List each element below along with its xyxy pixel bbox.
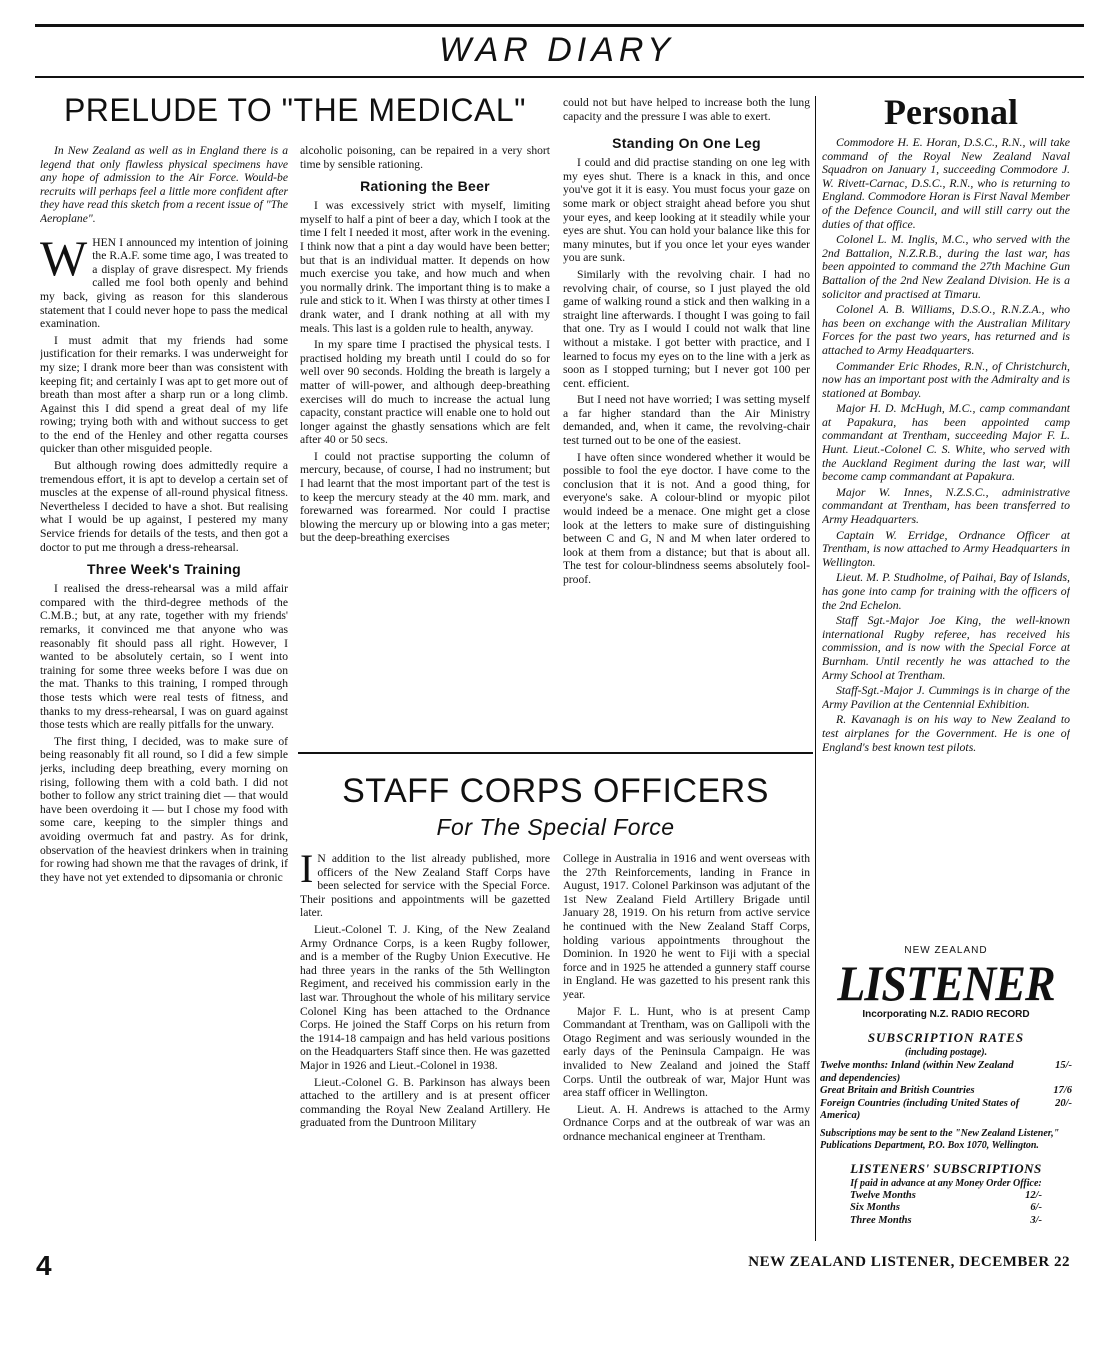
footer-publication: NEW ZEALAND LISTENER, DECEMBER 22	[748, 1254, 1070, 1270]
rate-row: Great Britain and British Countries 17/6	[820, 1085, 1072, 1096]
prelude-column-1	[40, 144, 288, 1234]
personal-item: Captain W. Erridge, Ordnance Officer at Trentham, is now attached to Army Headquarters in Wellington.	[822, 527, 1070, 569]
prelude-paragraph: But I need not have worried; I was setting myself a far higher standard than the Air Ministry demanded, and, when it came, the revolving-chair test turned out to be one of the easiest.	[563, 393, 810, 448]
staff-paragraph: College in Australia in 1916 and went overseas with the 27th Reinforcements, landing in France in August, 1917. Colonel Parkinson was adjutant of the 1st New Zealand Field Artillery Brigade until January 28, 1919. On his return from active service he continued with the New Zealand Staff Corps, holding various appointments throughout the Dominion. In 1920 he went to Fiji with a special force and in 1925 he attended a gunnery staff course in England. He was gazetted to his present rank this year.	[563, 852, 810, 1001]
prelude-paragraph: In my spare time I practised the physical tests. I practised holding my breath until I could do so for well over 90 seconds. Holding the breath is largely a matter of will-power, and although deep-breathing exercises will do much to increase the actual lung capacity, constant practice will enable one to hold out longer against the ghastly sensations which are felt after 40 or 50 secs.	[300, 338, 550, 447]
listeners-subscriptions-title: LISTENERS' SUBSCRIPTIONS	[850, 1160, 1042, 1176]
staff-paragraph: Lieut.-Colonel T. J. King, of the New Zealand Army Ordnance Corps, is a keen Rugby follower, and is a member of the Rugby Union Executive. He had three years in the ranks of the 5th Wellington Regiment, and received his commission early in the last war. Throughout the whole of his military service Colonel King has been attached to the Ordnance Corps. He joined the Staff Corps on his return from the 1914-18 campaign and has held various positions on the Headquarters Staff since then. He was gazetted Major in 1926 and Lieut.-Colonel in 1938.	[300, 922, 550, 1072]
personal-item: Colonel L. M. Inglis, M.C., who served with the 2nd Battalion, N.Z.R.B., during the last war, has been appointed to command the 27th Machine Gun Battalion of the 2nd New Zealand Division. He is a solicitor and practised at Timaru.	[822, 232, 1070, 301]
prelude-paragraph: I must admit that my friends had some justification for their remarks. I was underweight for my size; I drank more beer than was consistent with keeping fit; and certainly I was apt to get more out of breath than most after a sharp run or a long climb. Against this I did spend a great deal of my life rowing; trying both with and without success to get to the end of the Henley and other regatta courses quicker than other misguided people.	[40, 333, 288, 456]
listeners-note: If paid in advance at any Money Order Office:	[850, 1177, 1042, 1189]
staff-column-2	[563, 852, 810, 1242]
subheading: Standing On One Leg	[612, 135, 761, 152]
top-rule	[35, 24, 1084, 27]
listener-tagline: Incorporating N.Z. RADIO RECORD	[862, 1009, 1030, 1020]
prelude-paragraph: could not but have helped to increase both the lung capacity and the pressure I was able to exert.	[563, 96, 810, 123]
rates-title: SUBSCRIPTION RATES	[867, 1030, 1025, 1045]
staff-paragraph: Lieut. A. H. Andrews is attached to the Army Ordnance Corps and at the outbreak of war was an ordnance mechanical engineer at Trentham.	[563, 1102, 810, 1143]
rate-row: Twelve Months 12/-	[850, 1189, 1042, 1201]
staff-paragraph: Major F. L. Hunt, who is at present Camp Commandant at Trentham, was on Gallipoli with the Otago Regiment and was seriously wounded in the early days of the Peninsula Campaign. He was invalided to New Zealand and joined the Staff Corps. Until the outbreak of war, Major Hunt was area staff officer in Wellington.	[563, 1004, 810, 1100]
personal-column	[822, 136, 1070, 926]
personal-item: R. Kavanagh is on his way to New Zealand to test airplanes for the Government. He is one of England's best known test pilots.	[822, 712, 1070, 754]
prelude-paragraph: I realised the dress-rehearsal was a mild affair compared with the third-degree methods of the C.M.B.; but, at any rate, together with my friends' remarks, it convinced me that anyone who was reasonably fit should pass all right. However, I wanted to be absolutely certain, so I went into training for some three weeks before I was due on the mat. Thanks to this training, I romped through those tests which were real tests of fitness, and thanks to my dress-rehearsal, I was on guard against those tests which are really pitfalls for the unwary.	[40, 582, 288, 732]
prelude-paragraph: But although rowing does admittedly require a tremendous effort, it is apt to develop a certain set of muscles at the expense of all-round physical fitness. Nevertheless I decided to have a shot. But realising what I would be up against, I pestered my many Service friends for details of the tests, and then got a doctor to put me through a dress-rehearsal.	[40, 459, 288, 554]
prelude-paragraph: I have often since wondered whether it would be possible to fool the eye doctor. I have come to the conclusion that it is not. And a good thing, for everyone's sake. A colour-blind or myopic pilot would indeed be a menace. One might get a close look at the letters to make sure of distinguishing between C and G, N and M when later ordered to look at them from a distance; but that is about all. The test for colour-blindness seems absolutely fool-proof.	[563, 450, 810, 586]
rate-row: Three Months 3/-	[850, 1214, 1042, 1226]
personal-item: Staff Sgt.-Major Joe King, the well-known international Rugby referee, has received his commission, and is now with the Special Force at Burnham. Until recently he was attached to the Army School at Trentham.	[822, 613, 1070, 682]
rate-row: Twelve months: Inland (within New Zealand and dependencies) 15/-	[820, 1060, 1072, 1084]
prelude-paragraph: Similarly with the revolving chair. I had no revolving chair, of course, so I just played the old game of walking round a stick and then walking in a straight line afterwards. I thought I was going to fail that one. Try as I would I could not walk that line without a mistake. I got better with practice, and I learned to focus my eyes on to the line with a jerk as soon as I stopped turning; but I never got 100 per cent. efficient.	[563, 267, 810, 390]
staff-headline: STAFF CORPS OFFICERS	[342, 772, 769, 810]
prelude-paragraph: I could and did practise standing on one leg with my eyes shut. There is a knack in this, and once you've got it it is easy. You must focus your gaze on some mark or object straight ahead before you shut your eyes, and keep looking at it steadily while your eyes are shut. You can hold your balance like this for many minutes, but if you once let your eyes wander you are sunk.	[563, 156, 810, 265]
personal-item: Commander Eric Rhodes, R.N., of Christchurch, now has an important post with the Admiralty and is stationed at Bombay.	[822, 358, 1070, 400]
personal-item: Staff-Sgt.-Major J. Cummings is in charge of the Army Pavilion at the Centennial Exhibition.	[822, 683, 1070, 711]
prelude-column-2	[300, 144, 550, 744]
section-title: WAR DIARY	[439, 31, 675, 69]
subscription-note: Subscriptions may be sent to the "New Zealand Listener," Publications Department, P.O. Box 1070, Wellington.	[820, 1127, 1060, 1151]
subheading: Rationing the Beer	[360, 178, 490, 195]
rate-row: Six Months 6/-	[850, 1202, 1042, 1213]
staff-paragraph: Lieut.-Colonel G. B. Parkinson has always been attached to the artillery and is at present officer commanding the Royal New Zealand Artillery. He graduated from the Duntroon Military	[300, 1075, 550, 1130]
listener-subscription-box	[820, 944, 1072, 1234]
personal-item: Major W. Innes, N.Z.S.C., administrative commandant at Trentham, has been transferred to Army Headquarters.	[822, 484, 1070, 527]
staff-column-1	[300, 852, 550, 1242]
personal-item: Major H. D. McHugh, M.C., camp commandant at Papakura, has been appointed camp commandant at Trentham, succeeding Major F. L. Hunt. Lieut.-Colonel C. S. White, who served with the Auckland Regiment during the last war, will become camp commandant at Papakura.	[822, 401, 1070, 484]
prelude-paragraph: WHEN I announced my intention of joining the R.A.F. some time ago, I was treated to a display of grave disrespect. My friends called me fool both openly and behind my back, giving as reason for this slanderous statement that I could never hope to pass the medical examination.	[40, 229, 288, 331]
staff-subheadline: For The Special Force	[436, 814, 675, 840]
prelude-paragraph: I could not practise supporting the column of mercury, because, of course, I had no instrument; but I had learnt that the most important part of the test is to keep the mercury steady at the 40 mm. mark, and forewarned was forearmed. Nor could I practise blowing the mercury up or blowing into a gas meter; but the deep-breathing exercises	[300, 449, 550, 545]
masthead-rule	[35, 76, 1084, 78]
rate-row: Foreign Countries (including United States of America) 20/-	[820, 1097, 1072, 1121]
column-rule	[815, 96, 816, 1241]
personal-title: Personal	[884, 92, 1018, 132]
personal-item: Lieut. M. P. Studholme, of Paihai, Bay of Islands, has gone into camp for training with the officers of the 2nd Echelon.	[822, 570, 1070, 612]
listener-kicker: NEW ZEALAND	[904, 945, 988, 956]
listener-logo: LISTENER	[837, 955, 1055, 1011]
prelude-paragraph: I was excessively strict with myself, limiting myself to half a pint of beer a day, which I took at the time I felt I needed it most, after work in the evening. I think now that a pint a day would have been better; but that is an individual matter. It depends on how much exercise you take, and how much and when you normally drink. The important thing is to make a rule and stick to it. When I was thirsty at other times I drank water, and I drank nothing at all with my meals. This last is a golden rule to health, anyway.	[300, 199, 550, 335]
page-number: 4	[36, 1250, 52, 1281]
prelude-paragraph: alcoholic poisoning, can be repaired in a very short time by sensible rationing.	[300, 144, 550, 171]
personal-item: Commodore H. E. Horan, D.S.C., R.N., will take command of the Royal New Zealand Naval Squadron on January 1, succeeding Commodore J. W. Rivett-Carnac, D.S.C., R.N., who is returning to England. Commodore Horan is First Naval Member of the Defence Council, and will still carry out the duties of that office.	[822, 136, 1070, 231]
prelude-column-3	[563, 96, 810, 744]
prelude-paragraph: The first thing, I decided, was to make sure of being reasonably fit all round, so I did a few simple jerks, including deep breathing, every morning on rising, following them with a cold bath. I did not bother to follow any strict training diet — that would have been overdoing it — but I chose my food with some care, keeping to the simpler things and avoiding overmuch fat and pastry. As for drink, observation of the heaviest drinkers when in training for rowing had shown me that the ravages of drink, if they have not yet extended to dipsomania or chronic	[40, 734, 288, 884]
prelude-intro: In New Zealand as well as in England there is a legend that only flawless physical specimens have any hope of admission to the Air Force. Would-be recruits will perhaps feel a little more confident after they have read this sketch from a recent issue of "The Aeroplane".	[40, 144, 288, 225]
section-rule	[298, 752, 813, 754]
drop-cap: I	[300, 852, 314, 891]
rates-note: (including postage).	[904, 1047, 988, 1058]
personal-item: Colonel A. B. Williams, D.S.O., R.N.Z.A., who has been on exchange with the Australian Military Forces for the past two years, has returned and is attached to Army Headquarters.	[822, 302, 1070, 357]
subheading: Three Week's Training	[86, 561, 242, 578]
staff-paragraph: I N addition to the list already published, more officers of the New Zealand Staff Corps have been selected for service with the Special Force. Their positions and appointments will be gazetted later.	[300, 852, 550, 920]
prelude-headline: PRELUDE TO "THE MEDICAL"	[63, 92, 527, 128]
drop-cap: W	[40, 229, 88, 286]
